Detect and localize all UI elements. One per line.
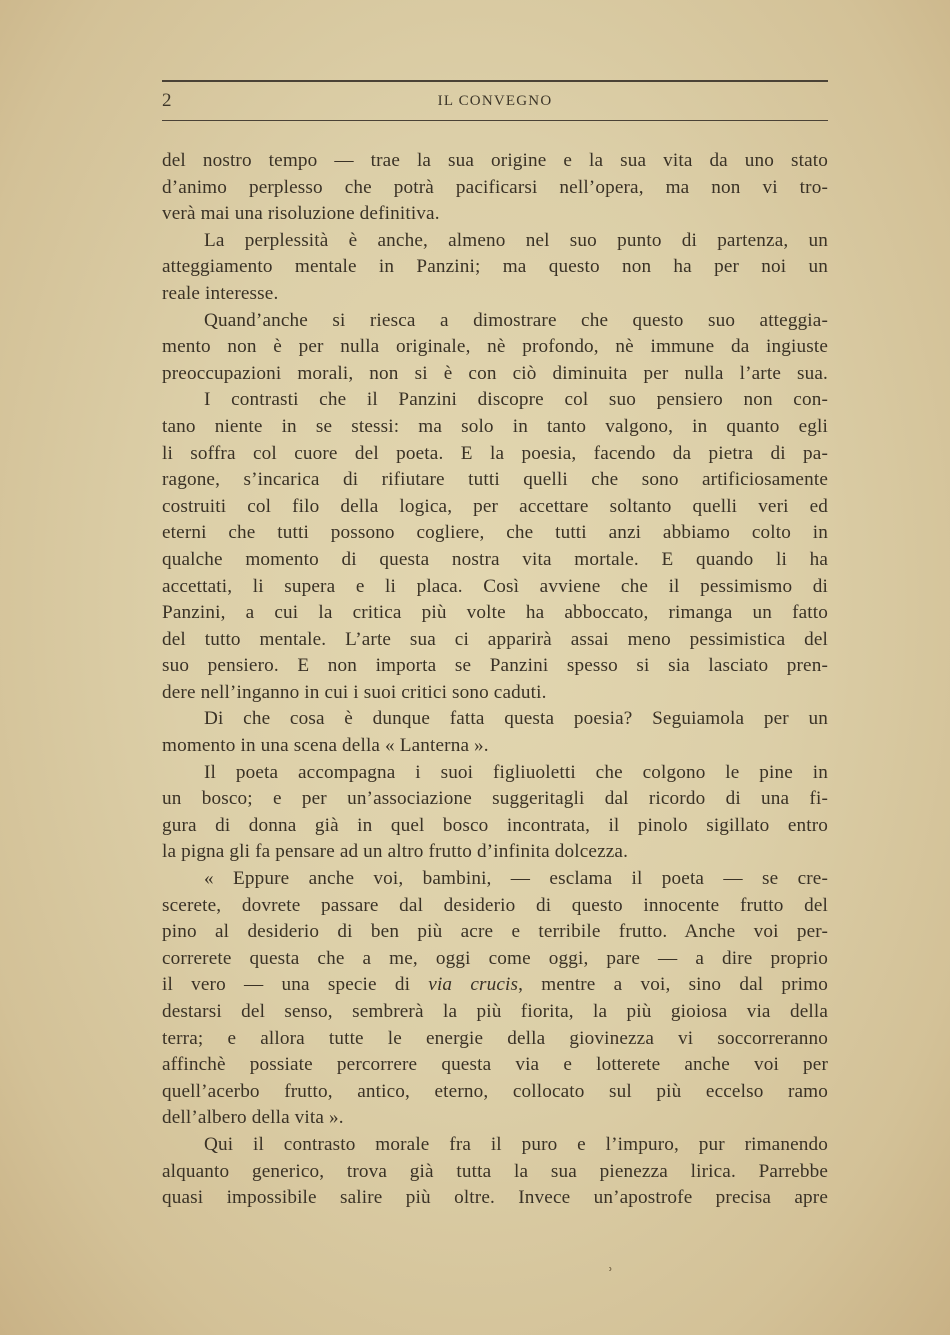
text-line [162, 972, 828, 999]
text-line: accettati, li supera e li placa. Così avviene che il pessimismo di [162, 575, 828, 597]
text-line: destarsi del senso, sembrerà la più fiorita, la più gioiosa via della [162, 1001, 828, 1022]
text-line: momento in una scena della « Lanterna ». [162, 735, 489, 757]
text-line: dere nell’inganno in cui i suoi critici sono caduti. [162, 681, 547, 703]
journal-title: IL CONVEGNO [437, 93, 553, 109]
text-line: Quand’anche si riesca a dimostrare che questo suo atteggia- [204, 309, 828, 331]
text-line: Di che cosa è dunque fatta questa poesia? Seguiamola per un [204, 708, 828, 730]
text-line: gura di donna già in quel bosco incontrata, il pinolo sigillato entro [162, 814, 828, 836]
text-line: scerete, dovrete passare dal desiderio di questo innocente frutto del [162, 894, 828, 916]
text-line: quell’acerbo frutto, antico, eterno, collocato sul più eccelso ramo [162, 1080, 828, 1102]
text-line: del nostro tempo — trae la sua origine e la sua vita da uno stato [162, 150, 828, 171]
text-line: ragone, s’incarica di rifiutare tutti quelli che sono artificiosamente [162, 469, 828, 491]
text-line: I contrasti che il Panzini discopre col suo pensiero non con- [204, 389, 828, 411]
text-line: qualche momento di questa nostra vita mortale. E quando li ha [162, 548, 828, 570]
text-line: terra; e allora tutte le energie della giovinezza vi soccorreranno [162, 1027, 828, 1049]
text-line: « Eppure anche voi, bambini, — esclama il poeta — se cre- [204, 868, 828, 890]
text-line: reale interesse. [162, 282, 279, 304]
page-number: 2 [162, 90, 172, 111]
text-line: la pigna gli fa pensare ad un altro frutto d’infinita dolcezza. [162, 841, 629, 863]
text-line: Panzini, a cui la critica più volte ha abboccato, rimanga un fatto [162, 602, 828, 624]
text-line: del tutto mentale. L’arte sua ci apparirà assai meno pessimistica del [162, 628, 828, 650]
text-line: d’animo perplesso che potrà pacificarsi nell’opera, ma non vi tro- [162, 176, 828, 198]
text-segment: , mentre a voi, sino dal primo [518, 974, 828, 996]
running-head [162, 82, 828, 120]
text-line: Qui il contrasto morale fra il puro e l’impuro, pur rimanendo [204, 1133, 828, 1155]
text-segment: il vero — una specie di [162, 974, 429, 996]
text-line: li soffra col cuore del poeta. E la poesia, facendo da pietra di pa- [162, 442, 828, 464]
text-line: quasi impossibile salire più oltre. Invece un’apostrofe precisa apre [162, 1187, 828, 1209]
text-line: Il poeta accompagna i suoi figliuoletti che colgono le pine in [204, 761, 828, 783]
text-line: un bosco; e per un’associazione suggeritagli dal ricordo di una fi- [162, 788, 828, 810]
body-text [162, 148, 828, 1212]
text-line: eterni che tutti possono cogliere, che tutti anzi abbiamo colto in [162, 522, 828, 544]
text-line: pino al desiderio di ben più acre e terribile frutto. Anche voi per- [162, 921, 828, 943]
text-line: tano niente in se stessi: ma solo in tanto valgono, in quanto egli [162, 415, 828, 437]
text-line: costruiti col filo della logica, per accettare soltanto quelli veri ed [162, 495, 828, 517]
text-line: affinchè possiate percorrere questa via e lotterete anche voi per [162, 1054, 828, 1076]
text-line: atteggiamento mentale in Panzini; ma questo non ha per noi un [162, 256, 828, 278]
text-line: correrete questa che a me, oggi come oggi, pare — a dire proprio [162, 947, 828, 969]
header-bottom-rule [162, 120, 828, 121]
text-line: alquanto generico, trova già tutta la sua pienezza lirica. Parrebbe [162, 1160, 828, 1182]
text-line: dell’albero della vita ». [162, 1107, 344, 1129]
text-line: suo pensiero. E non importa se Panzini spesso si sia lasciato pren- [162, 655, 828, 677]
text-line: preoccupazioni morali, non si è con ciò diminuita per nulla l’arte sua. [162, 362, 828, 384]
text-line: La perplessità è anche, almeno nel suo punto di partenza, un [204, 229, 828, 251]
text-line: verà mai una risoluzione definitiva. [162, 203, 440, 225]
page-blemish: ˒ [607, 1255, 614, 1277]
text-line: mento non è per nulla originale, nè profondo, nè immune da ingiuste [162, 336, 828, 358]
italic-phrase: via crucis [428, 974, 519, 996]
book-page [162, 80, 828, 1212]
